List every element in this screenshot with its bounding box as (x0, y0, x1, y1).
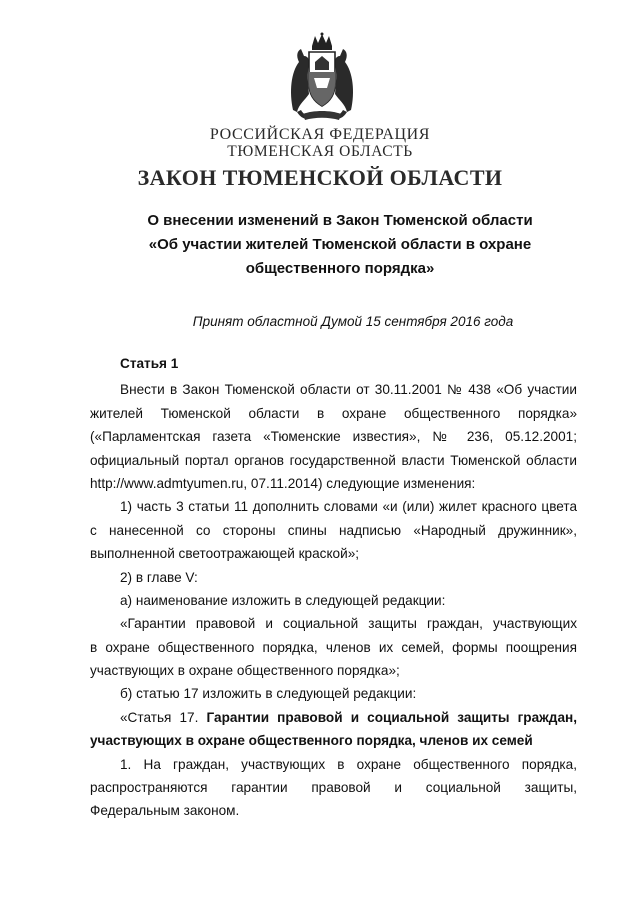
country-heading: РОССИЙСКАЯ ФЕДЕРАЦИЯ (209, 126, 431, 143)
article-heading: Статья 1 (120, 356, 179, 371)
article17-prefix: «Статья 17. (120, 709, 199, 725)
paragraph-line: 2) в главе V: (120, 569, 198, 585)
region-heading: ТЮМЕНСКАЯ ОБЛАСТЬ (227, 143, 413, 160)
paragraph-line: распространяются гарантии правовой и социальной защиты, (90, 780, 577, 796)
document-type-heading: ЗАКОН ТЮМЕНСКОЙ ОБЛАСТИ (137, 165, 503, 190)
paragraph-line: жителей Тюменской области в охране общественного порядка» (90, 405, 577, 421)
article17-heading: Гарантии правовой и социальной защиты граждан, (206, 709, 577, 725)
paragraph-line: в охране общественного порядка, членов их семей, формы поощрения (90, 639, 577, 655)
paragraph-line: а) наименование изложить в следующей редакции: (120, 592, 446, 608)
law-body (90, 352, 577, 823)
law-title (112, 209, 568, 281)
law-title-line: О внесении изменений в Закон Тюменской области (147, 212, 533, 229)
paragraph-line: Внести в Закон Тюменской области от 30.11.2001 № 438 «Об участии (120, 382, 577, 398)
article17-heading-line (90, 706, 577, 729)
coat-of-arms-emblem (287, 32, 357, 124)
paragraph-line: («Парламентская газета «Тюменские известия», № 236, 05.12.2001; (90, 429, 577, 445)
article17-heading-line: участвующих в охране общественного порядка, членов их семей (90, 733, 533, 749)
law-title-line: «Об участии жителей Тюменской области в охране (148, 236, 532, 253)
paragraph-line: «Гарантии правовой и социальной защиты граждан, участвующих (120, 616, 577, 632)
paragraph-line: с нанесенной со стороны спины надписью «Народный дружинник», (90, 522, 577, 538)
law-title-line: общественного порядка» (245, 260, 435, 277)
paragraph-line: 1) часть 3 статьи 11 дополнить словами «и (или) жилет красного цвета (120, 499, 577, 515)
paragraph-line: http://www.admtyumen.ru, 07.11.2014) следующие изменения: (90, 475, 476, 491)
paragraph-line: официальный портал органов государственной власти Тюменской области (90, 452, 577, 468)
paragraph-line: Федеральным законом. (90, 803, 240, 819)
paragraph-line: выполненной светоотражающей краской»; (90, 546, 360, 562)
paragraph-line: 1. На граждан, участвующих в охране общественного порядка, (120, 756, 577, 772)
adoption-date: Принят областной Думой 15 сентября 2016 года (192, 314, 514, 329)
paragraph-line: участвующих в охране общественного порядка»; (90, 663, 400, 679)
paragraph-line: б) статью 17 изложить в следующей редакции: (120, 686, 417, 702)
